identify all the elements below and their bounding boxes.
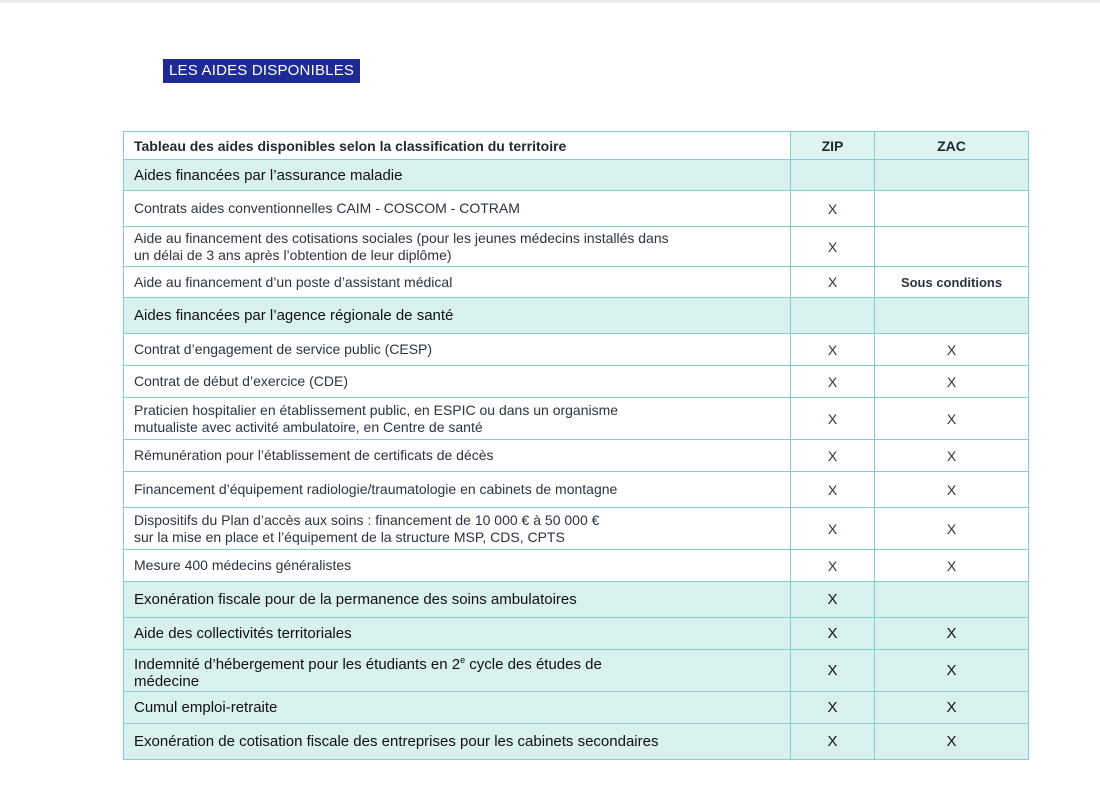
table-row [124, 650, 1029, 692]
table-row [124, 508, 1029, 550]
row-label [124, 191, 791, 227]
cell-zip [791, 298, 875, 334]
row-label-line-rest: cycle des études de [465, 655, 602, 673]
table-row [124, 334, 1029, 366]
viewer-top-edge [0, 0, 1100, 3]
row-label-line: Aide au financement d’un poste d’assistant médical [134, 273, 453, 290]
row-label-line: sur la mise en place et l’équipement de la structure MSP, CDS, CPTS [134, 528, 565, 545]
cell-zip: X [791, 191, 875, 227]
cell-zac [875, 191, 1029, 227]
row-label-line: Mesure 400 médecins généralistes [134, 557, 352, 573]
row-label [124, 334, 791, 366]
row-label-line: Exonération fiscale pour de la permanence des soins ambulatoires [134, 591, 577, 608]
row-label [124, 298, 791, 334]
row-label-superscript: e [460, 654, 466, 665]
row-label [124, 618, 791, 650]
row-label-line: un délai de 3 ans après l’obtention de leur diplôme) [134, 246, 452, 263]
cell-zac [875, 582, 1029, 618]
cell-zac [875, 298, 1029, 334]
table-group-row [124, 298, 1029, 334]
row-label-line: Aide au financement des cotisations sociales (pour les jeunes médecins installés dans [134, 229, 669, 246]
row-label-line: Dispositifs du Plan d’accès aux soins : financement de 10 000 € à 50 000 € [134, 511, 600, 528]
row-label-line: Praticien hospitalier en établissement public, en ESPIC ou dans un organisme [134, 401, 619, 418]
row-label-line-wrap [134, 652, 780, 673]
cell-zac: X [875, 650, 1029, 692]
cell-zip: X [791, 724, 875, 760]
cell-zac: X [875, 618, 1029, 650]
row-label [124, 650, 791, 692]
cell-zac: X [875, 508, 1029, 550]
row-label [124, 550, 791, 582]
cell-zac: X [875, 398, 1029, 440]
row-label-line: Cumul emploi-retraite [134, 699, 278, 716]
table-row [124, 191, 1029, 227]
table-row [124, 366, 1029, 398]
table-header-row [124, 132, 1029, 160]
table-row [124, 472, 1029, 508]
cell-zac [875, 227, 1029, 267]
row-label [124, 267, 791, 298]
row-label-line: Aides financées par l’assurance maladie [134, 166, 403, 184]
table-row [124, 227, 1029, 267]
column-header-zac: ZAC [875, 132, 1029, 160]
row-label-line: mutualiste avec activité ambulatoire, en Centre de santé [134, 418, 483, 435]
cell-zip: X [791, 550, 875, 582]
table-row [124, 440, 1029, 472]
row-label-line: Aide des collectivités territoriales [134, 625, 352, 642]
row-label-line: Contrat de début d’exercice (CDE) [134, 373, 348, 389]
row-label [124, 160, 791, 191]
row-label [124, 440, 791, 472]
cell-zac: X [875, 440, 1029, 472]
column-header-zip: ZIP [791, 132, 875, 160]
aides-table [123, 131, 1029, 760]
table-row [124, 582, 1029, 618]
cell-zip: X [791, 334, 875, 366]
table-row [124, 618, 1029, 650]
row-label-line: Exonération de cotisation fiscale des entreprises pour les cabinets secondaires [134, 733, 659, 750]
cell-zip: X [791, 582, 875, 618]
cell-zip: X [791, 227, 875, 267]
cell-zip: X [791, 267, 875, 298]
cell-zac: X [875, 550, 1029, 582]
row-label [124, 398, 791, 440]
row-label-line: Aides financées par l’agence régionale de santé [134, 307, 454, 324]
cell-zip [791, 160, 875, 191]
cell-zac: X [875, 472, 1029, 508]
row-label [124, 692, 791, 724]
cell-zac: X [875, 334, 1029, 366]
cell-zip: X [791, 440, 875, 472]
section-title: LES AIDES DISPONIBLES [163, 59, 360, 83]
cell-zip: X [791, 398, 875, 440]
cell-zip: X [791, 508, 875, 550]
cell-zac: X [875, 366, 1029, 398]
table-caption: Tableau des aides disponibles selon la classification du territoire [124, 132, 791, 160]
row-label [124, 582, 791, 618]
row-label [124, 472, 791, 508]
row-label-line: Financement d’équipement radiologie/traumatologie en cabinets de montagne [134, 481, 618, 497]
cell-zac: Sous conditions [875, 267, 1029, 298]
cell-zip: X [791, 650, 875, 692]
row-label [124, 227, 791, 267]
table-row [124, 550, 1029, 582]
cell-zac: X [875, 724, 1029, 760]
row-label-line: Indemnité d’hébergement pour les étudiants en 2 [134, 655, 461, 673]
table-row [124, 692, 1029, 724]
row-label-line: Contrats aides conventionnelles CAIM - COSCOM - COTRAM [134, 200, 520, 216]
cell-zip: X [791, 366, 875, 398]
cell-zip: X [791, 472, 875, 508]
table-body [124, 160, 1029, 760]
table-row [124, 267, 1029, 298]
row-label [124, 366, 791, 398]
row-label-line: Rémunération pour l’établissement de certificats de décès [134, 447, 494, 463]
row-label-line: médecine [134, 672, 200, 690]
table-row [124, 724, 1029, 760]
cell-zip: X [791, 692, 875, 724]
table-group-row [124, 160, 1029, 191]
cell-zac [875, 160, 1029, 191]
table-row [124, 398, 1029, 440]
cell-zip: X [791, 618, 875, 650]
row-label-line: Contrat d’engagement de service public (CESP) [134, 341, 433, 357]
cell-zac: X [875, 692, 1029, 724]
row-label [124, 508, 791, 550]
row-label [124, 724, 791, 760]
